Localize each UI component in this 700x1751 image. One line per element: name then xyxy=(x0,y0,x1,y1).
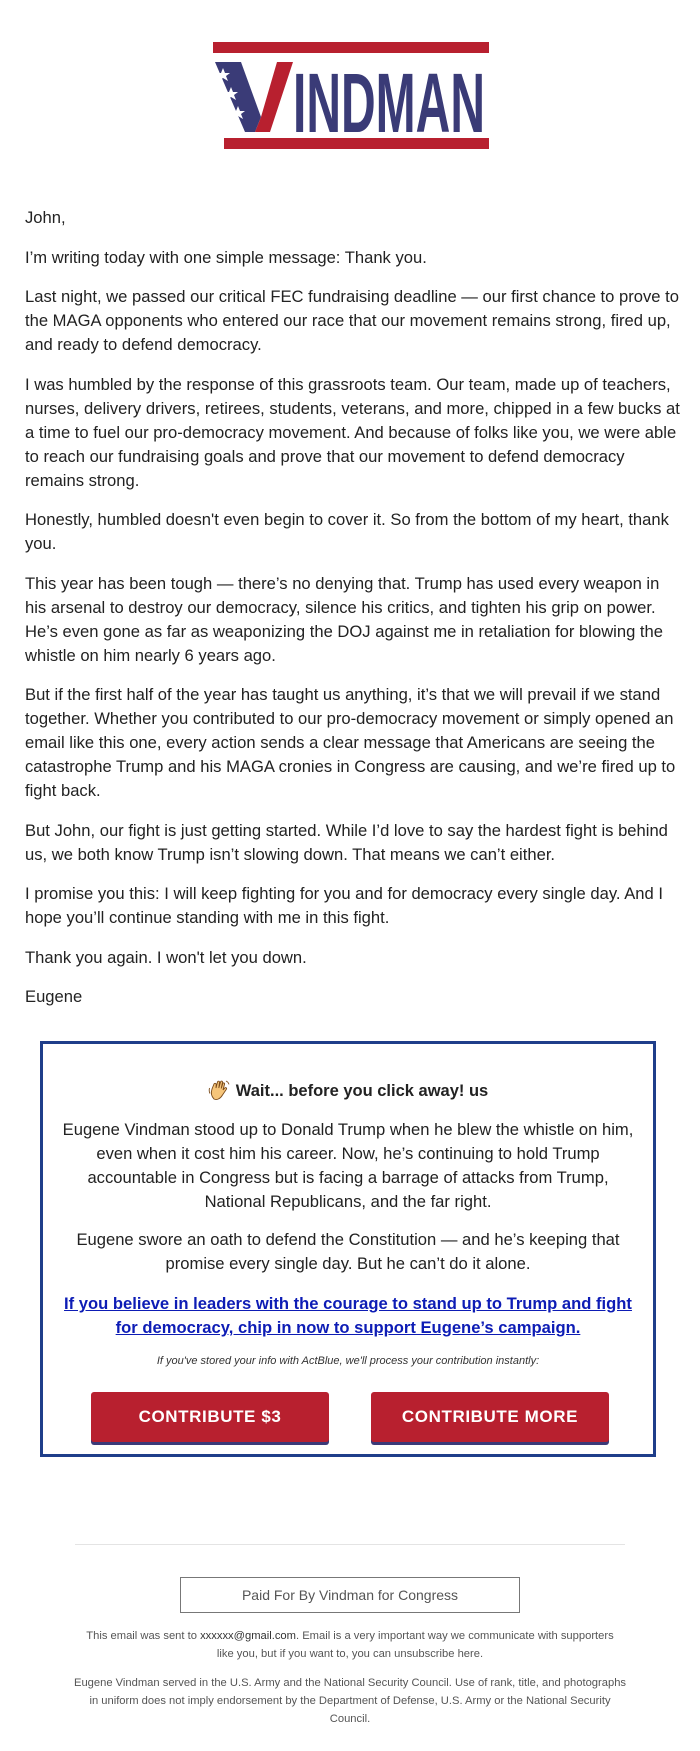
vindman-logo xyxy=(213,42,489,152)
vindman-logo-graphic xyxy=(213,42,489,152)
footer-divider xyxy=(75,1544,625,1545)
letter-signature: Eugene xyxy=(25,987,83,1006)
footer-sent-to xyxy=(80,1627,620,1663)
svg-text:INDMAN: INDMAN xyxy=(293,56,485,150)
letter-body xyxy=(25,206,680,1025)
letter-paragraph-1: I’m writing today with one simple message: Thank you. xyxy=(25,247,427,267)
contribute-more-button[interactable]: CONTRIBUTE MORE xyxy=(371,1392,609,1442)
appeal-paragraph-1: Eugene Vindman stood up to Donald Trump when he blew the whistle on him, even when it cost him his career. Now, he’s continuing to hold Trump accountable in Congress but is facing a barrage of attacks from Trump, National Republicans, and the far right. xyxy=(62,1120,634,1211)
footer-disclaimer: Eugene Vindman served in the U.S. Army and the National Security Council. Use of rank, title, and photographs in uniform does not imply endorsement by the Department of Defense, U.S. Army or the National Security Council. xyxy=(73,1677,627,1725)
donation-appeal-box xyxy=(40,1041,656,1457)
letter-paragraph-3: I was humbled by the response of this grassroots team. Our team, made up of teachers, nurses, delivery drivers, retirees, students, veterans, and more, chipped in a few bucks at a time to fuel our pro-democracy movement. And because of folks like you, we were able to reach our fundraising goals and prove that our movement to defend democracy remains strong. xyxy=(25,374,680,490)
appeal-heading-text: Wait... before you click away! us xyxy=(235,1082,489,1100)
letter-paragraph-6: But if the first half of the year has taught us anything, it’s that we will prevail if we stand together. Whether you contributed to our pro-democracy movement or simply opened an email like this one, every action sends a clear message that Americans are seeing the catastrophe Trump and his MAGA cronies in Congress are causing, and we’re fired up to fight back. xyxy=(25,685,676,800)
letter-paragraph-5: This year has been tough — there’s no denying that. Trump has used every weapon in his arsenal to destroy our democracy, silence his critics, and tighten his grip on power. He’s even gone as far as weaponizing the DOJ against me in retaliation for blowing the whistle on him nearly 6 years ago. xyxy=(25,573,664,665)
letter-paragraph-2: Last night, we passed our critical FEC fundraising deadline — our first chance to prove to the MAGA opponents who entered our race that our movement remains strong, fired up, and ready to defend democracy. xyxy=(25,287,679,354)
letter-paragraph-9: Thank you again. I won't let you down. xyxy=(25,947,307,967)
letter-paragraph-4: Honestly, humbled doesn't even begin to cover it. So from the bottom of my heart, thank you. xyxy=(25,510,669,553)
actblue-note: If you've stored your info with ActBlue, we'll process your contribution instantly: xyxy=(156,1355,540,1367)
paid-for-box: Paid For By Vindman for Congress xyxy=(180,1577,520,1613)
chip-in-link[interactable]: If you believe in leaders with the courage to stand up to Trump and fight for democracy, chip in now to support Eugene’s campaign. xyxy=(64,1294,632,1337)
sent-to-prefix: This email was sent to xyxy=(86,1630,201,1642)
letter-paragraph-8: I promise you this: I will keep fighting for you and for democracy every single day. And I hope you’ll continue standing with me in this fight. xyxy=(25,884,663,927)
contribute-buttons xyxy=(43,1392,653,1442)
letter-greeting: John, xyxy=(25,208,66,227)
appeal-heading xyxy=(43,1079,653,1102)
contribute-3-button[interactable]: CONTRIBUTE $3 xyxy=(91,1392,329,1442)
sent-to-suffix: . Email is a very important way we communicate with supporters like you, but if you want to, you can unsubscribe here. xyxy=(216,1630,614,1660)
letter-paragraph-7: But John, our fight is just getting started. While I’d love to say the hardest fight is behind us, we both know Trump isn’t slowing down. That means we can’t either. xyxy=(25,820,668,864)
appeal-paragraph-2: Eugene swore an oath to defend the Constitution — and he’s keeping that promise every single day. But he can’t do it alone. xyxy=(76,1230,620,1273)
waving-hand-icon xyxy=(208,1079,230,1101)
recipient-email: xxxxxx@gmail.com xyxy=(200,1630,296,1642)
